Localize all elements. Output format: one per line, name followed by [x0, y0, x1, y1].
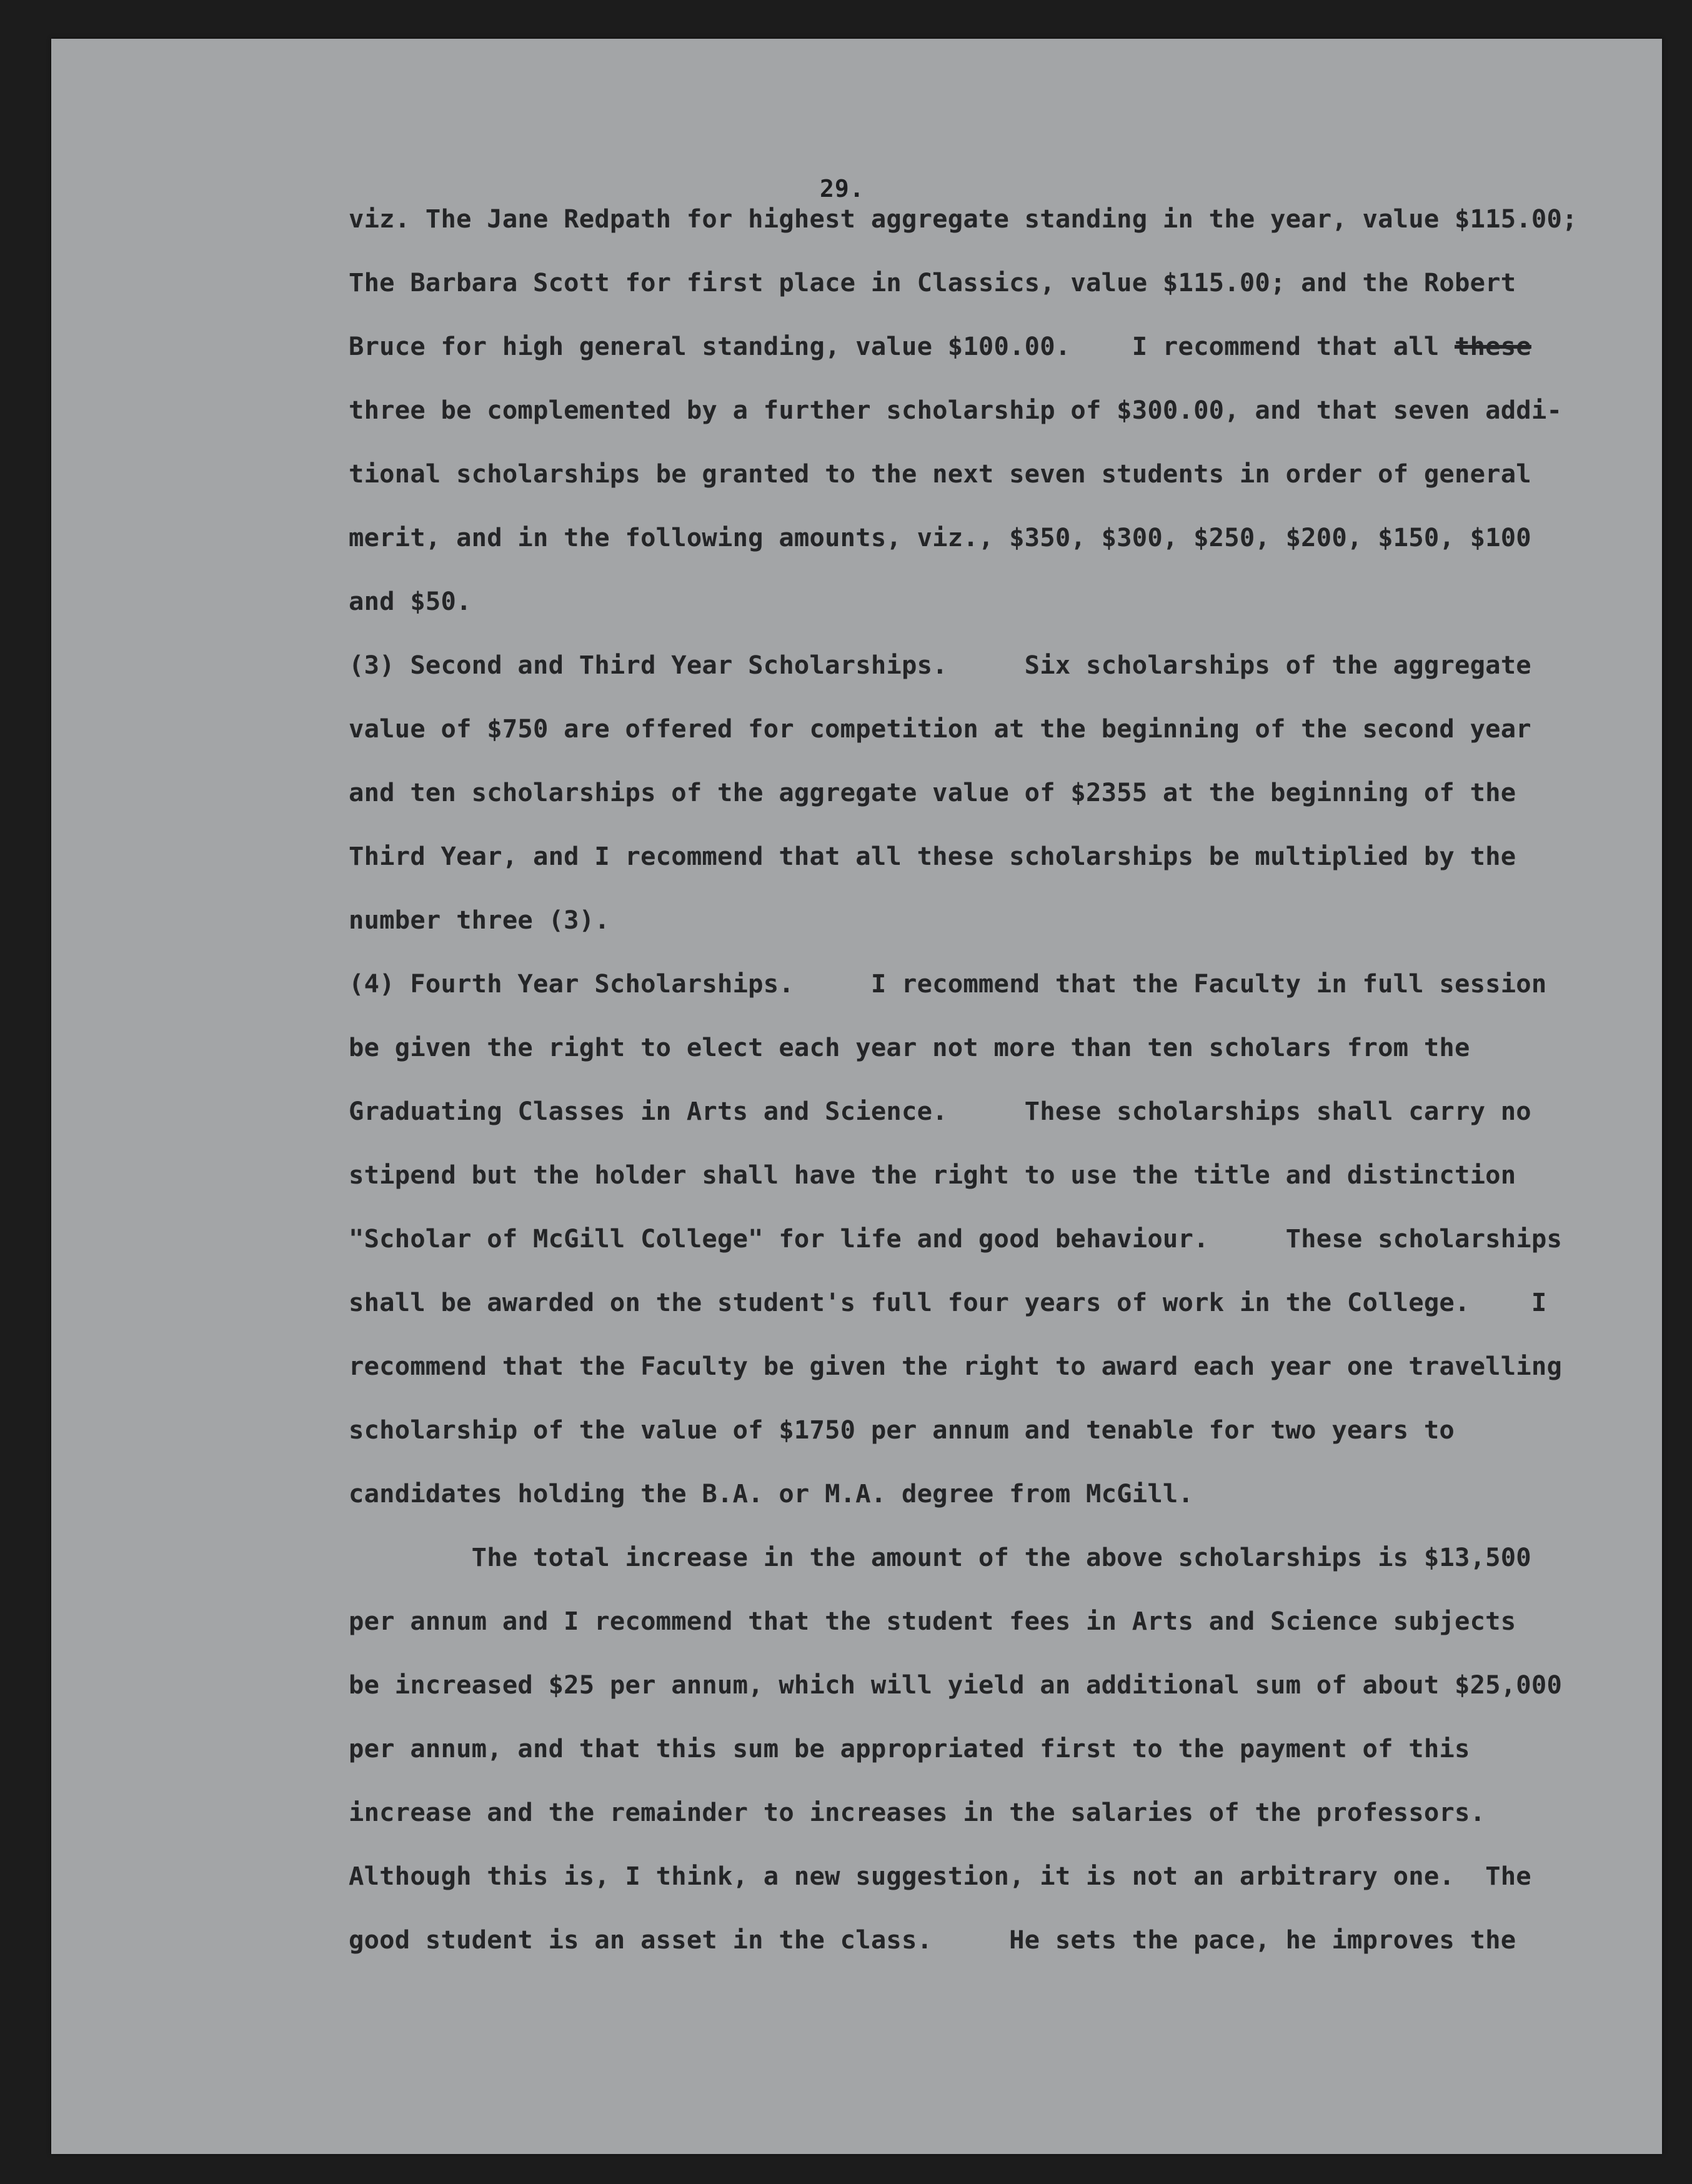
page-number: 29.: [820, 175, 865, 202]
text-line-20: scholarship of the value of $1750 per annum and tenable for two years to: [349, 1415, 1455, 1445]
text-line-17: "Scholar of McGill College" for life and good behaviour. These scholarships: [349, 1224, 1563, 1254]
text-line-11: Third Year, and I recommend that all these scholarships be multiplied by the: [349, 841, 1516, 871]
text-line-16: stipend but the holder shall have the right to use the title and distinction: [349, 1160, 1516, 1190]
text-line-22: The total increase in the amount of the above scholarships is $13,500: [349, 1542, 1531, 1572]
text-line-14: be given the right to elect each year not more than ten scholars from the: [349, 1032, 1470, 1062]
text-line-27: Although this is, I think, a new suggestion, it is not an arbitrary one. The: [349, 1861, 1531, 1891]
text-line-3: [349, 331, 1531, 361]
typed-page: [51, 39, 1662, 2154]
text-line-9: value of $750 are offered for competition at the beginning of the second year: [349, 714, 1531, 744]
text-line-25: per annum, and that this sum be appropriated first to the payment of this: [349, 1733, 1470, 1763]
text-line-5: tional scholarships be granted to the next seven students in order of general: [349, 459, 1531, 489]
text-line-24: be increased $25 per annum, which will yield an additional sum of about $25,000: [349, 1670, 1563, 1700]
text-line-18: shall be awarded on the student's full four years of work in the College. I: [349, 1287, 1547, 1317]
text-line-6: merit, and in the following amounts, viz., $350, $300, $250, $200, $150, $100: [349, 522, 1531, 552]
text-line-8: (3) Second and Third Year Scholarships. Six scholarships of the aggregate: [349, 650, 1531, 680]
text-line-19: recommend that the Faculty be given the right to award each year one travelling: [349, 1351, 1563, 1381]
text-line-4: three be complemented by a further scholarship of $300.00, and that seven addi-: [349, 395, 1563, 425]
text-line-23: per annum and I recommend that the student fees in Arts and Science subjects: [349, 1606, 1516, 1636]
text-line-28: good student is an asset in the class. He sets the pace, he improves the: [349, 1925, 1516, 1955]
text-line-2: The Barbara Scott for first place in Classics, value $115.00; and the Robert: [349, 267, 1516, 297]
text-line-1: viz. The Jane Redpath for highest aggregate standing in the year, value $115.00;: [349, 204, 1578, 234]
text-line-26: increase and the remainder to increases in the salaries of the professors.: [349, 1797, 1486, 1827]
text-line-3-main: Bruce for high general standing, value $100.00. I recommend that all: [349, 331, 1455, 361]
text-line-7: and $50.: [349, 586, 472, 616]
text-line-10: and ten scholarships of the aggregate value of $2355 at the beginning of the: [349, 777, 1516, 807]
text-line-13: (4) Fourth Year Scholarships. I recommend that the Faculty in full session: [349, 969, 1547, 999]
struck-word: these: [1454, 331, 1531, 361]
text-line-21: candidates holding the B.A. or M.A. degree from McGill.: [349, 1478, 1194, 1508]
text-line-12: number three (3).: [349, 905, 610, 935]
text-line-15: Graduating Classes in Arts and Science. These scholarships shall carry no: [349, 1096, 1531, 1126]
